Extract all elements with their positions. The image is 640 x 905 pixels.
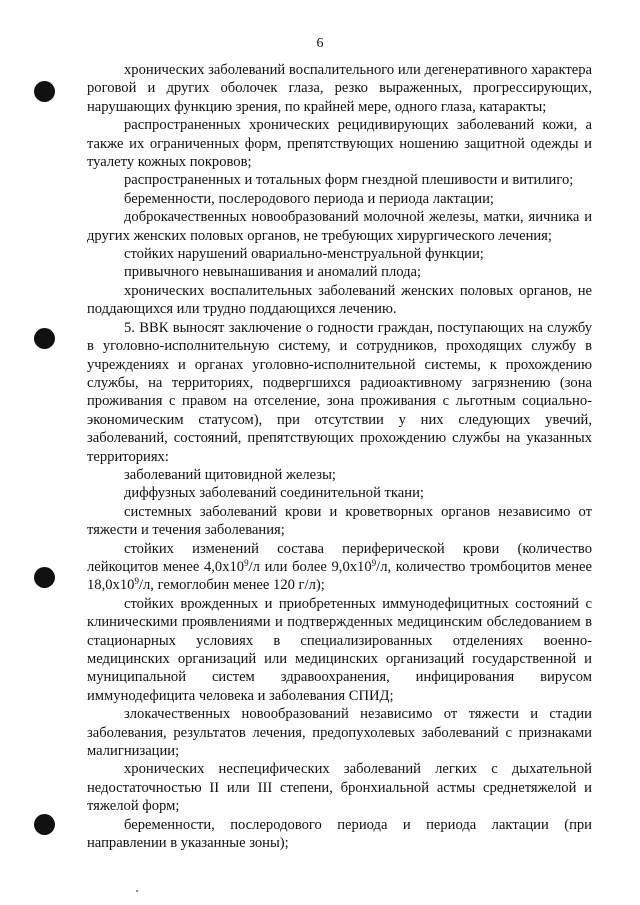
- paragraph-immunodeficiency: стойких врожденных и приобретенных иммунодефицитных состояний с клиническими проявлениями и подтвержденных медицинским обследованием в стационарных условиях в специализированных отделениях военно-медицинских организаций или медицинских организаций государственной и муниципальной систем здравоохранения, инфицирования вирусом иммунодефицита человека и заболевания СПИД;: [87, 595, 592, 704]
- paragraph-benign-neoplasms: доброкачественных новообразований молочной железы, матки, яичника и других женских половых органов, не требующих хирургического лечения;: [87, 209, 592, 244]
- superscript-exponent-2: 9: [371, 557, 377, 568]
- page-number: 6: [316, 36, 324, 51]
- blood-text-part-2: /л или более 9,0x10: [248, 558, 372, 575]
- paragraph-thyroid: заболеваний щитовидной железы;: [124, 466, 336, 483]
- paragraph-pregnancy: беременности, послеродового периода и периода лактации;: [124, 190, 494, 207]
- paragraph-alopecia-vitiligo: распространенных и тотальных форм гнездной плешивости и витилиго;: [124, 172, 574, 189]
- paragraph-blood-systemic: системных заболеваний крови и кроветворных органов независимо от тяжести и течения заболевания;: [87, 503, 592, 539]
- punch-hole-2: [34, 328, 55, 349]
- paragraph-skin-diseases: распространенных хронических рецидивирующих заболеваний кожи, а также их ограниченных форм, препятствующих ношению защитной одежды и туалету кожных покровов;: [87, 117, 592, 171]
- superscript-exponent-1: 9: [244, 557, 249, 568]
- paragraph-miscarriage: привычного невынашивания и аномалий плода;: [124, 264, 422, 281]
- blood-text-part-4: /л, гемоглобин менее 120 г/л);: [138, 577, 325, 594]
- paragraph-blood-composition: [87, 540, 592, 595]
- paragraph-eye-diseases: хронических заболеваний воспалительного или дегенеративного характера роговой и других оболочек глаза, резко выраженных, прогрессирующих, нарушающих функцию зрения, по крайней мере, одного глаза, катаракты;: [87, 62, 592, 115]
- paragraph-malignant-neoplasms: злокачественных новообразований независимо от тяжести и стадии заболевания, результатов лечения, предопухолевых заболеваний с признаками малигнизации;: [87, 706, 592, 760]
- paragraph-item-5: 5. ВВК выносят заключение о годности граждан, поступающих на службу в уголовно-исполнительную систему, и сотрудников, проходящих службу в учреждениях и органах уголовно-исполнительной системы, к прохождению службы, на территориях, подвергшихся радиоактивному загрязнению (зона проживания с правом на отселение, зона проживания с льготным социально-экономическим статусом), при отсутствии у них следующих увечий, заболеваний, состояний, препятствующих прохождению службы на указанных территориях:: [87, 319, 592, 465]
- paragraph-inflammatory-diseases: хронических воспалительных заболеваний женских половых органов, не поддающихся или трудно поддающихся лечению.: [87, 282, 592, 318]
- scan-speck: [136, 890, 138, 892]
- blood-text-part-3: /л, количество тромбоцитов менее 18,0x10: [87, 558, 592, 594]
- paragraph-connective-tissue: диффузных заболеваний соединительной ткани;: [124, 485, 424, 502]
- superscript-exponent-3: 9: [134, 576, 139, 587]
- paragraph-pregnancy-zones: беременности, послеродового периода и периода лактации (при направлении в указанные зоны);: [87, 816, 592, 852]
- paragraph-lung-diseases: хронических неспецифических заболеваний легких с дыхательной недостаточностью II или III степени, бронхиальной астмы среднетяжелой и тяжелой форм;: [87, 761, 592, 815]
- document-body: [87, 61, 592, 852]
- blood-text-part-1: стойких изменений состава периферической крови (количество лейкоцитов менее 4,0x10: [87, 540, 592, 575]
- punch-hole-1: [34, 81, 55, 102]
- punch-hole-3: [34, 567, 55, 588]
- punch-hole-4: [34, 814, 55, 835]
- paragraph-ovarian-function: стойких нарушений овариально-менструальной функции;: [124, 246, 484, 263]
